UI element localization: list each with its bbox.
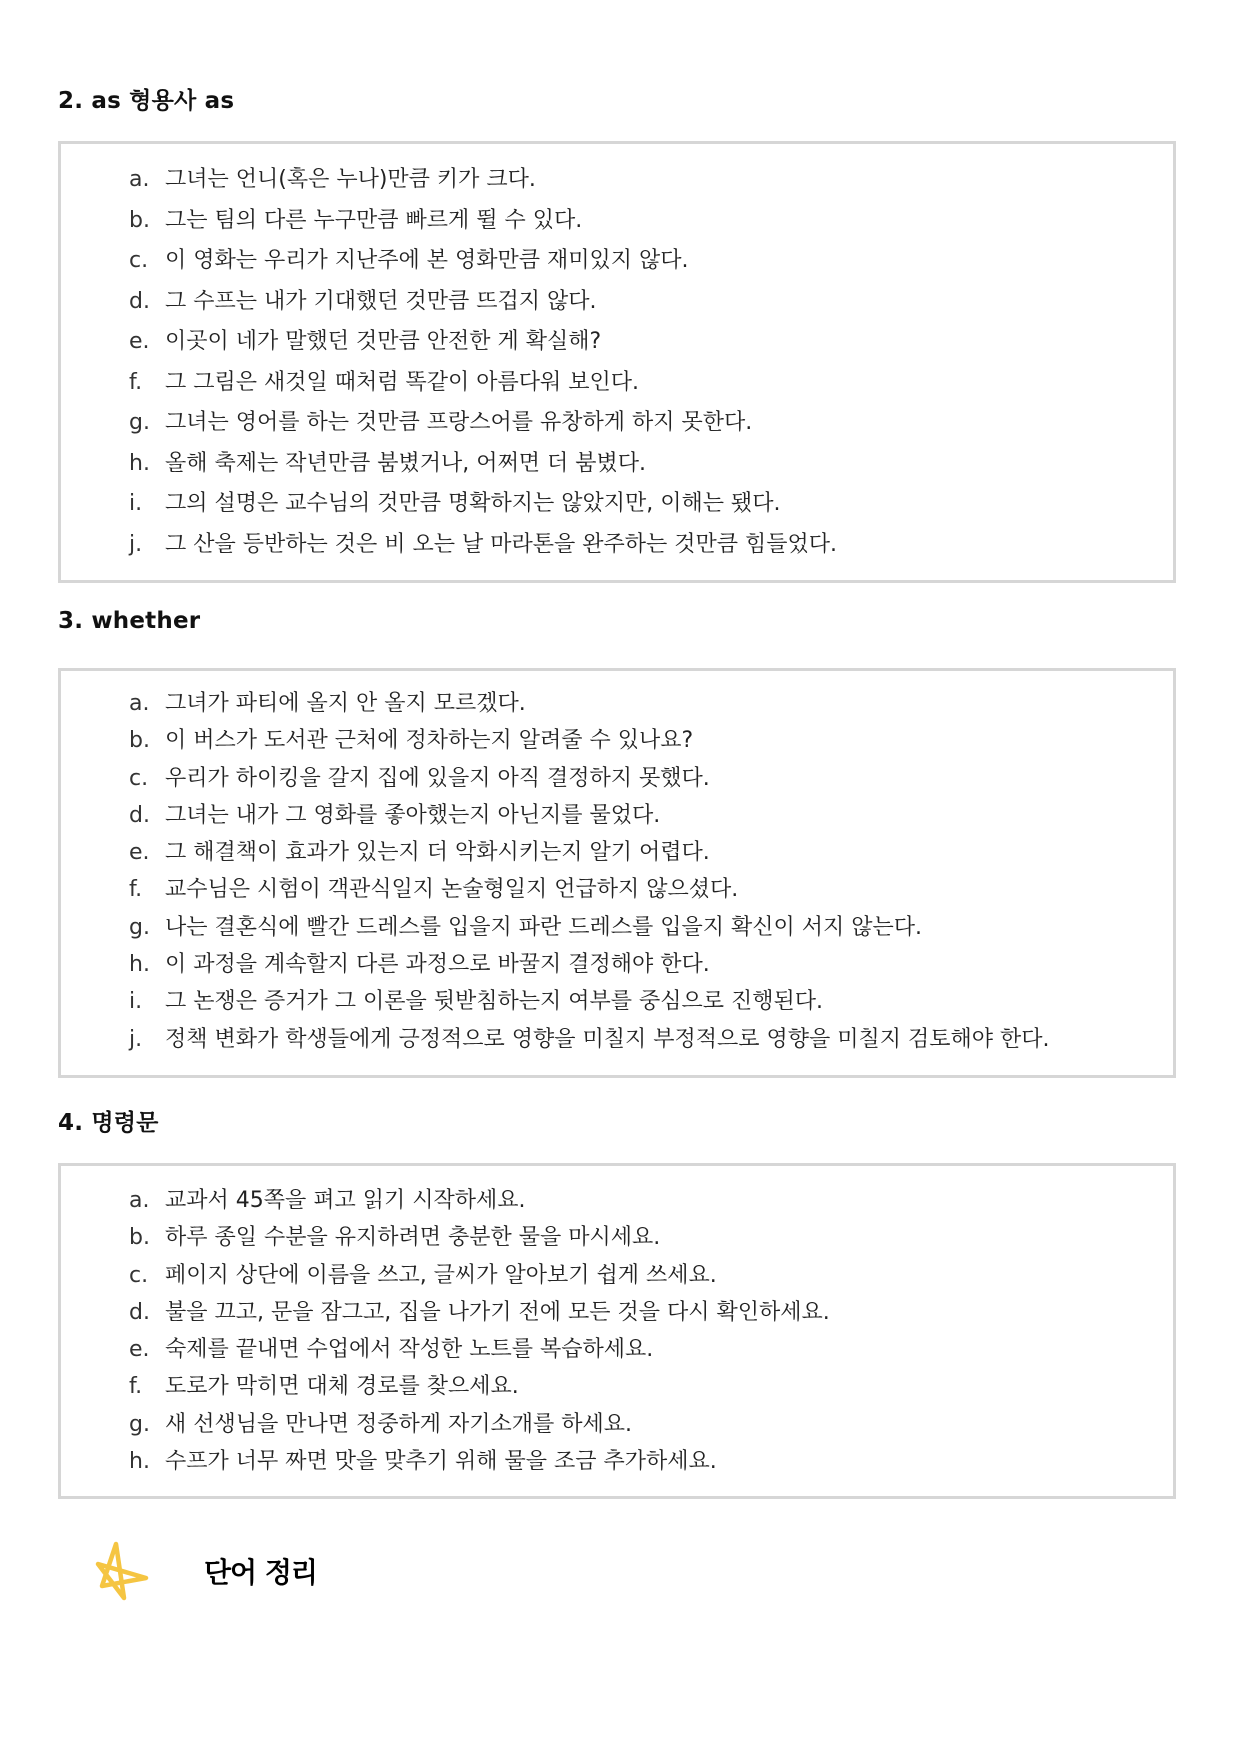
list-item — [129, 1369, 830, 1406]
item-marker: e. — [129, 1337, 150, 1363]
item-text: 그녀가 파티에 올지 안 올지 모르겠다. — [165, 691, 526, 716]
item-marker: e. — [129, 329, 150, 354]
item-marker: j. — [129, 531, 143, 557]
section-heading-imperative: 4. 명령문 — [58, 1110, 159, 1136]
list-item — [129, 324, 837, 365]
item-marker: i. — [129, 491, 143, 516]
item-text: 그 그림은 새것일 때처럼 똑같이 아름다워 보인다. — [165, 369, 639, 395]
item-marker: j. — [129, 1026, 143, 1052]
sentence-list — [129, 1183, 830, 1481]
sentence-box-as-adjective-as — [58, 141, 1176, 583]
item-marker: g. — [129, 410, 150, 435]
item-text: 그 논쟁은 증거가 그 이론을 뒷받침하는지 여부를 중심으로 진행된다. — [165, 989, 823, 1015]
item-marker: g. — [129, 1411, 150, 1437]
item-text: 이 과정을 계속할지 다른 과정으로 바꿀지 결정해야 한다. — [165, 952, 710, 978]
item-marker: f. — [129, 369, 143, 395]
sentence-list — [129, 162, 837, 567]
list-item — [129, 162, 837, 203]
list-item — [129, 1183, 830, 1220]
item-marker: a. — [129, 691, 150, 716]
item-text: 그 수프는 내가 기대했던 것만큼 뜨겁지 않다. — [165, 288, 597, 314]
star-icon — [94, 1538, 150, 1604]
item-marker: h. — [129, 952, 150, 978]
list-item — [129, 486, 837, 527]
item-marker: b. — [129, 1225, 150, 1251]
item-marker: f. — [129, 877, 143, 903]
item-text: 교수님은 시험이 객관식일지 논술형일지 언급하지 않으셨다. — [165, 877, 739, 903]
item-text: 올해 축제는 작년만큼 붐볐거나, 어쩌면 더 붐볐다. — [165, 450, 646, 476]
list-item — [129, 203, 837, 244]
item-marker: b. — [129, 207, 150, 233]
item-text: 이 버스가 도서관 근처에 정차하는지 알려줄 수 있나요? — [165, 728, 694, 754]
item-marker: e. — [129, 840, 150, 866]
list-item — [129, 910, 1050, 947]
sentence-box-imperative — [58, 1163, 1176, 1499]
section-heading-whether: 3. whether — [58, 608, 201, 634]
item-text: 그 산을 등반하는 것은 비 오는 날 마라톤을 완주하는 것만큼 힘들었다. — [165, 531, 837, 557]
item-marker: d. — [129, 288, 150, 314]
item-marker: d. — [129, 802, 150, 828]
item-text: 그녀는 영어를 하는 것만큼 프랑스어를 유창하게 하지 못한다. — [165, 410, 753, 435]
item-text: 정책 변화가 학생들에게 긍정적으로 영향을 미칠지 부정적으로 영향을 미칠지 검토해야 한다. — [165, 1026, 1050, 1052]
list-item — [129, 1295, 830, 1332]
list-item — [129, 686, 1050, 723]
section-heading-as-adjective-as: 2. as 형용사 as — [58, 88, 235, 114]
list-item — [129, 405, 837, 446]
item-marker: c. — [129, 248, 149, 273]
item-marker: i. — [129, 989, 143, 1015]
sentence-box-whether — [58, 668, 1176, 1078]
item-marker: h. — [129, 450, 150, 476]
list-item — [129, 1444, 830, 1481]
list-item — [129, 761, 1050, 798]
item-text: 그의 설명은 교수님의 것만큼 명확하지는 않았지만, 이해는 됐다. — [165, 491, 781, 516]
item-text: 교과서 45쪽을 펴고 읽기 시작하세요. — [165, 1188, 526, 1213]
list-item — [129, 947, 1050, 984]
list-item — [129, 1022, 1050, 1059]
sentence-list — [129, 686, 1050, 1059]
list-item — [129, 1258, 830, 1295]
item-text: 그녀는 내가 그 영화를 좋아했는지 아닌지를 물었다. — [165, 802, 661, 828]
list-item — [129, 1407, 830, 1444]
list-item — [129, 984, 1050, 1021]
item-text: 그녀는 언니(혹은 누나)만큼 키가 크다. — [165, 167, 536, 192]
item-marker: c. — [129, 765, 149, 791]
item-text: 페이지 상단에 이름을 쓰고, 글씨가 알아보기 쉽게 쓰세요. — [165, 1262, 717, 1288]
item-marker: g. — [129, 914, 150, 940]
item-text: 숙제를 끝내면 수업에서 작성한 노트를 복습하세요. — [165, 1337, 654, 1363]
list-item — [129, 446, 837, 487]
item-text: 도로가 막히면 대체 경로를 찾으세요. — [165, 1374, 519, 1400]
vocab-title: 단어 정리 — [204, 1556, 317, 1589]
item-text: 불을 끄고, 문을 잠그고, 집을 나가기 전에 모든 것을 다시 확인하세요. — [165, 1299, 830, 1325]
list-item — [129, 872, 1050, 909]
list-item — [129, 723, 1050, 760]
item-text: 이곳이 네가 말했던 것만큼 안전한 게 확실해? — [165, 329, 602, 354]
list-item — [129, 835, 1050, 872]
list-item — [129, 1220, 830, 1257]
item-text: 수프가 너무 짜면 맛을 맞추기 위해 물을 조금 추가하세요. — [165, 1449, 717, 1475]
list-item — [129, 798, 1050, 835]
item-text: 그는 팀의 다른 누구만큼 빠르게 뛸 수 있다. — [165, 207, 583, 233]
vocab-heading — [94, 1538, 317, 1604]
list-item — [129, 365, 837, 406]
list-item — [129, 1332, 830, 1369]
item-text: 하루 종일 수분을 유지하려면 충분한 물을 마시세요. — [165, 1225, 661, 1251]
item-text: 나는 결혼식에 빨간 드레스를 입을지 파란 드레스를 입을지 확신이 서지 않는다. — [165, 914, 922, 940]
item-text: 그 해결책이 효과가 있는지 더 악화시키는지 알기 어렵다. — [165, 840, 710, 866]
item-marker: a. — [129, 167, 150, 192]
list-item — [129, 243, 837, 284]
item-marker: h. — [129, 1449, 150, 1475]
item-marker: d. — [129, 1299, 150, 1325]
item-text: 우리가 하이킹을 갈지 집에 있을지 아직 결정하지 못했다. — [165, 765, 710, 791]
item-text: 새 선생님을 만나면 정중하게 자기소개를 하세요. — [165, 1411, 633, 1437]
item-marker: f. — [129, 1374, 143, 1400]
list-item — [129, 284, 837, 325]
list-item — [129, 527, 837, 568]
item-marker: b. — [129, 728, 150, 754]
item-text: 이 영화는 우리가 지난주에 본 영화만큼 재미있지 않다. — [165, 248, 689, 273]
item-marker: a. — [129, 1188, 150, 1213]
item-marker: c. — [129, 1262, 149, 1288]
